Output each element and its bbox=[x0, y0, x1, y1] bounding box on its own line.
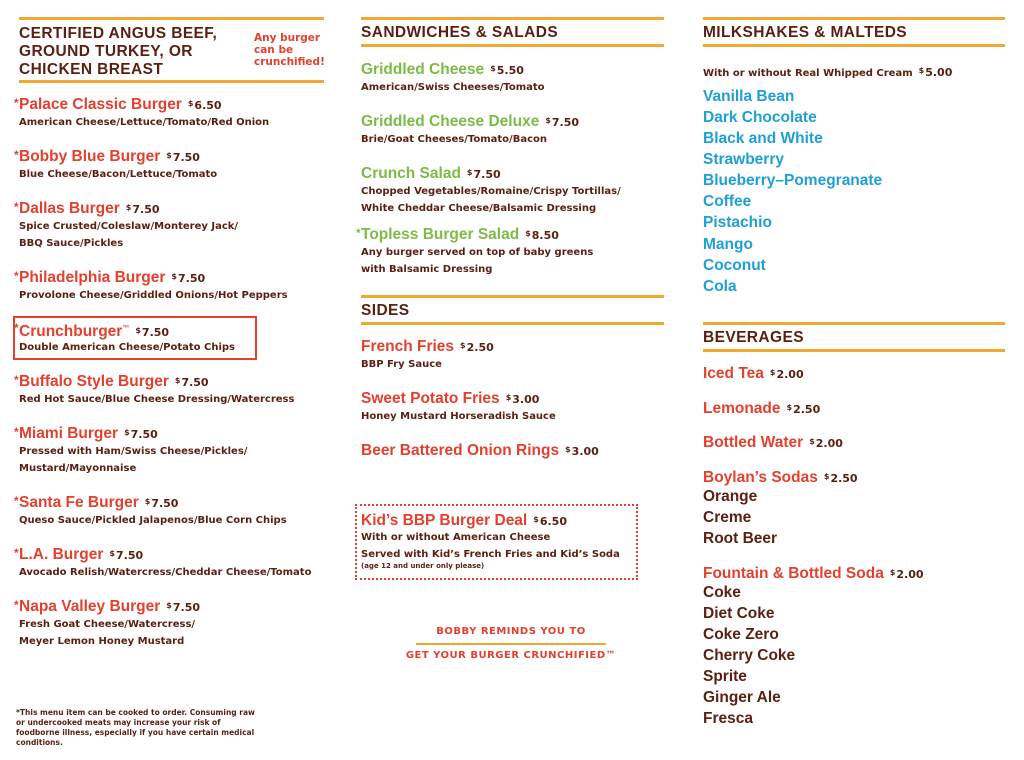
disclaimer: *This menu item can be cooked to order. Consuming raw or undercooked meats may increase your risk of foodborne illness, especially if you have certain medical conditions. bbox=[16, 708, 255, 747]
asterisk-marker: * bbox=[356, 226, 361, 240]
shake-flavor: Blueberry–Pomegranate bbox=[703, 172, 883, 189]
shake-flavor: Cola bbox=[703, 278, 737, 295]
asterisk-marker: * bbox=[14, 494, 19, 508]
kids-deal-name: Kid’s BBP Burger Deal $6.50 bbox=[361, 512, 567, 529]
beverage-name: Bottled Water $2.00 bbox=[703, 434, 843, 451]
soda-flavor: Ginger Ale bbox=[703, 689, 781, 706]
asterisk-marker: * bbox=[14, 546, 19, 560]
asterisk-marker: * bbox=[14, 200, 19, 214]
reminder-rule bbox=[416, 643, 606, 645]
soda-flavor: Root Beer bbox=[703, 530, 778, 547]
item-price: $2.00 bbox=[889, 568, 924, 581]
soda-flavor: Coke Zero bbox=[703, 626, 779, 643]
menu-item-name: Crunch Salad $7.50 bbox=[361, 165, 501, 182]
soda-flavor: Coke bbox=[703, 584, 741, 601]
asterisk-marker: * bbox=[14, 269, 19, 283]
menu-item-desc: Provolone Cheese/Griddled Onions/Hot Peppers bbox=[19, 290, 288, 301]
crunchify-note: Any burger can be crunchified! bbox=[254, 32, 325, 68]
shake-flavor: Mango bbox=[703, 236, 753, 253]
item-price: $5.50 bbox=[490, 64, 524, 77]
menu-item-desc: Red Hot Sauce/Blue Cheese Dressing/Watercress bbox=[19, 394, 295, 405]
reminder-line-2: GET YOUR BURGER CRUNCHIFIED™ bbox=[405, 650, 617, 661]
burgers-title-line-3: CHICKEN BREAST bbox=[19, 61, 164, 78]
soda-flavor: Diet Coke bbox=[703, 605, 775, 622]
item-price: $5.00 bbox=[918, 66, 953, 79]
shake-flavor: Strawberry bbox=[703, 151, 784, 168]
beverage-name: Fountain & Bottled Soda $2.00 bbox=[703, 565, 924, 582]
sides-header-rule bbox=[361, 322, 664, 325]
shakes-title: MILKSHAKES & MALTEDS bbox=[703, 24, 908, 41]
beverages-title: BEVERAGES bbox=[703, 329, 804, 346]
asterisk-marker: * bbox=[14, 425, 19, 439]
menu-item-name: * Philadelphia Burger $7.50 bbox=[14, 269, 206, 286]
item-price: $8.50 bbox=[525, 229, 559, 242]
beverage-name: Boylan’s Sodas $2.50 bbox=[703, 469, 858, 486]
soda-flavor: Orange bbox=[703, 488, 758, 505]
item-price: $7.50 bbox=[135, 326, 170, 339]
menu-item-desc: American Cheese/Lettuce/Tomato/Red Onion bbox=[19, 117, 270, 128]
menu-item-desc: American/Swiss Cheeses/Tomato bbox=[361, 82, 545, 93]
header-rule bbox=[703, 44, 1005, 47]
menu-item-desc: Honey Mustard Horseradish Sauce bbox=[361, 411, 556, 422]
item-price: $7.50 bbox=[109, 549, 144, 562]
menu-item-desc: BBQ Sauce/Pickles bbox=[19, 238, 124, 249]
item-price: $6.50 bbox=[533, 515, 567, 528]
header-rule bbox=[19, 80, 324, 83]
menu-item-name: * Topless Burger Salad $8.50 bbox=[356, 226, 559, 243]
item-price: $7.50 bbox=[144, 497, 179, 510]
shake-flavor: Pistachio bbox=[703, 214, 772, 231]
menu-item-desc: White Cheddar Cheese/Balsamic Dressing bbox=[361, 203, 597, 214]
menu-item-desc: Meyer Lemon Honey Mustard bbox=[19, 636, 185, 647]
item-price: $7.50 bbox=[166, 601, 201, 614]
menu-item-name: * Palace Classic Burger $6.50 bbox=[14, 96, 222, 113]
menu-item-desc: Brie/Goat Cheeses/Tomato/Bacon bbox=[361, 134, 547, 145]
shake-flavor: Coconut bbox=[703, 257, 766, 274]
menu-item-desc: Pressed with Ham/Swiss Cheese/Pickles/ bbox=[19, 446, 248, 457]
item-price: $7.50 bbox=[171, 272, 206, 285]
beverage-name: Lemonade $2.50 bbox=[703, 400, 821, 417]
item-price: $7.50 bbox=[125, 203, 160, 216]
menu-item-desc: Blue Cheese/Bacon/Lettuce/Tomato bbox=[19, 169, 218, 180]
menu-item-name: French Fries $2.50 bbox=[361, 338, 494, 355]
item-price: $7.50 bbox=[545, 116, 580, 129]
menu-item-name: * Miami Burger $7.50 bbox=[14, 425, 158, 442]
item-price: $7.50 bbox=[124, 428, 158, 441]
kids-deal-age-note: (age 12 and under only please) bbox=[361, 562, 485, 570]
menu-item-desc: Fresh Goat Cheese/Watercress/ bbox=[19, 619, 196, 630]
menu-item-desc: Avocado Relish/Watercress/Cheddar Cheese/Tomato bbox=[19, 567, 312, 578]
asterisk-marker: * bbox=[14, 598, 19, 612]
shake-flavor: Vanilla Bean bbox=[703, 88, 795, 105]
item-price: $2.50 bbox=[786, 403, 821, 416]
item-price: $2.50 bbox=[460, 341, 494, 354]
shakes-subtitle: With or without Real Whipped Cream $5.00 bbox=[703, 66, 953, 79]
burgers-title-line-2: GROUND TURKEY, OR bbox=[19, 43, 193, 60]
menu-item-name: * L.A. Burger $7.50 bbox=[14, 546, 144, 563]
menu-item-name: Beer Battered Onion Rings $3.00 bbox=[361, 442, 599, 459]
item-price: $3.00 bbox=[565, 445, 599, 458]
beverages-top-rule bbox=[703, 322, 1005, 325]
menu-item-name: * Dallas Burger $7.50 bbox=[14, 200, 160, 217]
menu-item-name: * Bobby Blue Burger $7.50 bbox=[14, 148, 200, 165]
reminder-line-1: BOBBY REMINDS YOU TO bbox=[436, 626, 586, 637]
soda-flavor: Sprite bbox=[703, 668, 747, 685]
beverages-header-rule bbox=[703, 349, 1005, 352]
soda-flavor: Cherry Coke bbox=[703, 647, 796, 664]
kids-deal-line: With or without American Cheese bbox=[361, 532, 551, 543]
top-rule bbox=[703, 17, 1005, 20]
beverage-name: Iced Tea $2.00 bbox=[703, 365, 804, 382]
header-rule bbox=[361, 44, 664, 47]
asterisk-marker: * bbox=[14, 321, 19, 335]
kids-deal-line: Served with Kid’s French Fries and Kid’s Soda bbox=[361, 549, 620, 560]
item-price: $2.00 bbox=[769, 368, 804, 381]
sides-title: SIDES bbox=[361, 302, 410, 319]
menu-item-desc: Double American Cheese/Potato Chips bbox=[19, 342, 235, 353]
menu-item-desc: Queso Sauce/Pickled Jalapenos/Blue Corn Chips bbox=[19, 515, 287, 526]
menu-item-desc: Mustard/Mayonnaise bbox=[19, 463, 137, 474]
menu-item-name: * Napa Valley Burger $7.50 bbox=[14, 598, 201, 615]
burgers-title-line-1: CERTIFIED ANGUS BEEF, bbox=[19, 25, 218, 42]
item-price: $7.50 bbox=[166, 151, 200, 164]
menu-item-name: Sweet Potato Fries $3.00 bbox=[361, 390, 540, 407]
menu-item-name: Griddled Cheese $5.50 bbox=[361, 61, 524, 78]
menu-item-name: Griddled Cheese Deluxe $7.50 bbox=[361, 113, 580, 130]
menu-item-desc: with Balsamic Dressing bbox=[361, 264, 493, 275]
sides-top-rule bbox=[361, 295, 664, 298]
top-rule bbox=[361, 17, 664, 20]
menu-item-name: * Crunchburger™ $7.50 bbox=[14, 321, 170, 340]
soda-flavor: Creme bbox=[703, 509, 752, 526]
item-price: $2.00 bbox=[809, 437, 843, 450]
soda-flavor: Fresca bbox=[703, 710, 753, 727]
item-price: $7.50 bbox=[174, 376, 209, 389]
shake-flavor: Black and White bbox=[703, 130, 823, 147]
asterisk-marker: * bbox=[14, 148, 19, 162]
menu-item-desc: BBP Fry Sauce bbox=[361, 359, 442, 370]
item-price: $3.00 bbox=[505, 393, 540, 406]
menu-item-desc: Chopped Vegetables/Romaine/Crispy Tortillas/ bbox=[361, 186, 621, 197]
menu-item-desc: Any burger served on top of baby greens bbox=[361, 247, 594, 258]
shake-flavor: Dark Chocolate bbox=[703, 109, 817, 126]
shake-flavor: Coffee bbox=[703, 193, 752, 210]
menu-item-desc: Spice Crusted/Coleslaw/Monterey Jack/ bbox=[19, 221, 239, 232]
asterisk-marker: * bbox=[14, 96, 19, 110]
item-price: $6.50 bbox=[187, 99, 222, 112]
top-rule bbox=[19, 17, 324, 20]
menu-item-name: * Santa Fe Burger $7.50 bbox=[14, 494, 179, 511]
item-price: $2.50 bbox=[823, 472, 858, 485]
sandwiches-title: SANDWICHES & SALADS bbox=[361, 24, 559, 41]
item-price: $7.50 bbox=[466, 168, 501, 181]
menu-item-name: * Buffalo Style Burger $7.50 bbox=[14, 373, 209, 390]
asterisk-marker: * bbox=[14, 373, 19, 387]
